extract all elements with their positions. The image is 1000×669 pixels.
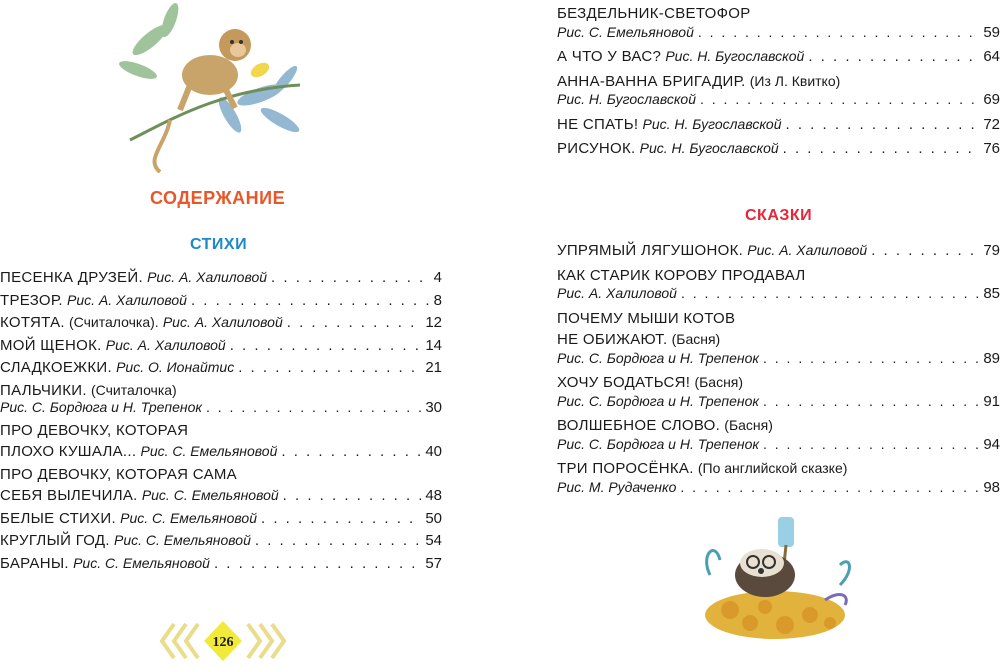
entry-page: 64: [983, 48, 1000, 65]
entry-title: ХОЧУ БОДАТЬСЯ!: [557, 374, 691, 391]
page-number: 126: [212, 635, 234, 650]
entry-illustrator: Рис. Н. Бугославской: [557, 91, 696, 107]
entry-illustrator: Рис. С. Бордюга и Н. Трепенок: [557, 435, 759, 452]
entry-page: 14: [425, 336, 442, 354]
entry-page: 8: [433, 291, 442, 309]
entry-title: БЕЛЫЕ СТИХИ.: [0, 509, 116, 527]
toc-entry[interactable]: [557, 138, 1000, 160]
toc-entry[interactable]: [0, 508, 442, 530]
tales-heading: СКАЗКИ: [745, 207, 813, 224]
entry-title: А ЧТО У ВАС?: [557, 48, 662, 65]
entry-title: СЕБЯ ВЫЛЕЧИЛА.: [0, 487, 138, 504]
poems-heading: СТИХИ: [190, 236, 248, 253]
entry-title: ПЛОХО КУШАЛА...: [0, 443, 137, 460]
entry-illustrator: Рис. А. Халиловой: [105, 336, 226, 353]
toc-entry[interactable]: [557, 265, 1000, 305]
monkey-on-branch-illustration: [110, 0, 310, 175]
entry-page: 89: [983, 349, 1000, 367]
entry-page: 59: [983, 23, 1000, 41]
entry-page: 30: [425, 399, 442, 416]
entry-illustrator: Рис. С. Бордюга и Н. Трепенок: [557, 349, 759, 366]
entry-illustrator: Рис. С. Емельяновой: [557, 23, 694, 40]
tales-list: [557, 240, 1000, 498]
entry-note: (Считалочка): [90, 381, 177, 398]
entry-title: ТРЕЗОР.: [0, 291, 63, 309]
entry-page: 50: [425, 509, 442, 527]
entry-title: УПРЯМЫЙ ЛЯГУШОНОК.: [557, 242, 744, 259]
entry-page: 76: [983, 140, 1000, 157]
toc-entry[interactable]: [557, 240, 1000, 262]
entry-title: КОТЯТА.: [0, 314, 65, 331]
entry-illustrator: Рис. Н. Бугославской: [642, 115, 782, 132]
entry-page: 91: [983, 392, 1000, 410]
entry-illustrator: Рис. Н. Бугославской: [665, 48, 805, 64]
toc-entry[interactable]: [0, 553, 442, 575]
entry-title: АННА-ВАННА БРИГАДИР.: [557, 72, 746, 90]
toc-entry[interactable]: [0, 530, 442, 552]
entry-note: (Считалочка).: [69, 314, 159, 330]
contents-heading: СОДЕРЖАНИЕ: [150, 188, 286, 208]
entry-title: СЛАДКОЕЖКИ.: [0, 359, 112, 376]
entry-title: БАРАНЫ.: [0, 554, 69, 572]
entry-title: МОЙ ЩЕНОК.: [0, 336, 102, 354]
entry-title: НЕ ОБИЖАЮТ.: [557, 331, 668, 348]
toc-entry[interactable]: [557, 3, 1000, 43]
entry-page: 12: [425, 314, 442, 331]
entry-title-line1: ПОЧЕМУ МЫШИ КОТОВ: [557, 309, 736, 327]
entry-illustrator: Рис. А. Халиловой: [147, 269, 268, 285]
toc-entry[interactable]: [557, 71, 1000, 111]
toc-entry[interactable]: [0, 464, 442, 507]
entry-note: (По английской сказке): [697, 460, 848, 476]
entry-illustrator: Рис. С. Бордюга и Н. Трепенок: [557, 392, 759, 409]
entry-title: НЕ СПАТЬ!: [557, 115, 639, 133]
entry-note: (Басня): [671, 331, 721, 347]
entry-title: ПЕСЕНКА ДРУЗЕЙ.: [0, 269, 143, 286]
toc-entry[interactable]: [0, 267, 442, 289]
entry-page: 79: [983, 242, 1000, 259]
entry-page: 40: [425, 443, 442, 460]
toc-entry[interactable]: [557, 308, 1000, 370]
toc-entry[interactable]: [0, 357, 442, 379]
entry-page: 72: [983, 115, 1000, 133]
entry-illustrator: Рис. С. Емельяновой: [120, 509, 258, 526]
entry-title-line1: ПРО ДЕВОЧКУ, КОТОРАЯ САМА: [0, 465, 237, 483]
toc-entry[interactable]: [0, 420, 442, 463]
entry-title: РИСУНОК.: [557, 140, 636, 157]
poems-list-left: [0, 267, 442, 574]
entry-title: ТРИ ПОРОСЁНКА.: [557, 460, 694, 477]
toc-entry[interactable]: [0, 290, 442, 312]
entry-title: ВОЛШЕБНОЕ СЛОВО.: [557, 417, 721, 434]
entry-illustrator: Рис. Н. Бугославской: [639, 140, 779, 156]
entry-illustrator: Рис. А. Халиловой: [162, 314, 283, 330]
entry-illustrator: Рис. С. Емельяновой: [114, 532, 251, 548]
toc-entry[interactable]: [557, 46, 1000, 68]
entry-page: 69: [983, 91, 1000, 108]
entry-illustrator: Рис. А. Халиловой: [557, 285, 677, 301]
entry-illustrator: Рис. С. Емельяновой: [141, 487, 279, 503]
entry-page: 85: [983, 285, 1000, 302]
toc-entry[interactable]: [557, 458, 1000, 498]
toc-entry[interactable]: [557, 372, 1000, 412]
entry-illustrator: Рис. О. Ионайтис: [116, 359, 235, 375]
entry-title: ПАЛЬЧИКИ.: [0, 381, 87, 399]
toc-entry[interactable]: [557, 415, 1000, 455]
entry-title-line1: ПРО ДЕВОЧКУ, КОТОРАЯ: [0, 421, 189, 439]
poems-list-right: [557, 3, 1000, 160]
entry-illustrator: Рис. М. Рудаченко: [557, 478, 677, 495]
entry-page: 54: [425, 532, 442, 549]
entry-note: (Из Л. Квитко): [749, 72, 841, 89]
entry-page: 98: [983, 478, 1000, 496]
entry-illustrator: Рис. А. Халиловой: [67, 291, 187, 308]
entry-title: БЕЗДЕЛЬНИК-СВЕТОФОР: [557, 5, 751, 22]
mole-with-shovel-illustration: [690, 515, 860, 645]
entry-title: КРУГЛЫЙ ГОД.: [0, 532, 110, 549]
entry-page: 48: [425, 487, 442, 504]
entry-title: КАК СТАРИК КОРОВУ ПРОДАВАЛ: [557, 266, 806, 284]
toc-entry[interactable]: [0, 335, 442, 357]
entry-note: (Басня): [724, 417, 773, 433]
entry-illustrator: Рис. А. Халиловой: [747, 242, 868, 258]
toc-entry[interactable]: [557, 114, 1000, 136]
entry-page: 21: [425, 359, 442, 376]
entry-page: 4: [433, 269, 442, 286]
entry-illustrator: Рис. С. Емельяновой: [73, 554, 210, 571]
entry-note: (Басня): [694, 374, 744, 390]
page-number-badge: [158, 618, 288, 664]
entry-illustrator: Рис. С. Емельяновой: [140, 443, 278, 459]
toc-entry[interactable]: [0, 380, 442, 419]
entry-page: 57: [425, 554, 442, 572]
chevron-decoration-icon: [158, 618, 288, 664]
entry-illustrator: Рис. С. Бордюга и Н. Трепенок: [0, 399, 202, 415]
entry-page: 94: [983, 435, 1000, 453]
toc-entry[interactable]: [0, 312, 442, 334]
